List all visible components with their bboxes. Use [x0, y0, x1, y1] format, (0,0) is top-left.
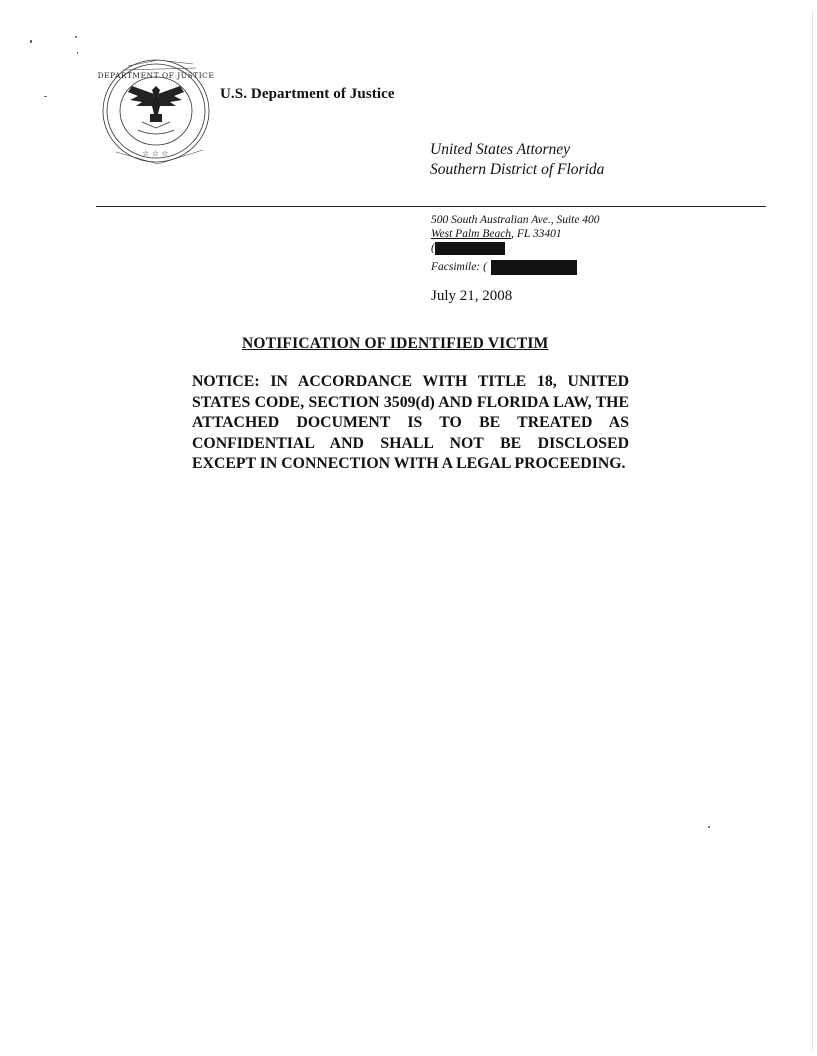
- phone-prefix: (: [431, 242, 435, 254]
- document-heading: NOTIFICATION OF IDENTIFIED VICTIM: [242, 335, 549, 352]
- svg-text:DEPARTMENT OF JUSTICE: DEPARTMENT OF JUSTICE: [98, 71, 215, 80]
- doj-seal-logo: [98, 56, 218, 166]
- scan-speck: [77, 52, 78, 54]
- office-title: United States Attorney: [430, 141, 571, 158]
- fax-prefix: (: [483, 261, 487, 274]
- scan-speck: [30, 40, 32, 43]
- svg-text:☆ ☆ ☆: ☆ ☆ ☆: [142, 149, 169, 158]
- address-city: West Palm Beach: [431, 228, 512, 240]
- address-state-zip: , FL 33401: [511, 228, 562, 240]
- header-divider: [96, 206, 766, 207]
- scan-speck: [708, 826, 710, 828]
- office-district: Southern District of Florida: [430, 161, 605, 178]
- letter-date: July 21, 2008: [431, 288, 513, 304]
- agency-name: U.S. Department of Justice: [220, 86, 395, 102]
- phone-redaction: [435, 242, 505, 255]
- scan-speck: [44, 96, 47, 97]
- fax-label: Facsimile:: [431, 261, 481, 274]
- office-block: [430, 140, 604, 180]
- confidentiality-notice: NOTICE: IN ACCORDANCE WITH TITLE 18, UNITED STATES CODE, SECTION 3509(d) AND FLORIDA LAW, THE ATTACHED DOCUMENT IS TO BE TREATED AS CONFIDENTIAL AND SHALL NOT BE DISCLOSED EXCEPT IN CONNECTION WITH A LEGAL PROCEEDING.: [192, 373, 629, 472]
- address-city-line: [431, 227, 600, 241]
- address-street: 500 South Australian Ave., Suite 400: [431, 214, 600, 226]
- scan-edge-line: [812, 10, 813, 1050]
- address-block: [431, 213, 600, 275]
- fax-redaction: [491, 260, 577, 275]
- fax-line: [431, 260, 600, 275]
- phone-line: [431, 241, 600, 254]
- scan-speck: [75, 36, 77, 38]
